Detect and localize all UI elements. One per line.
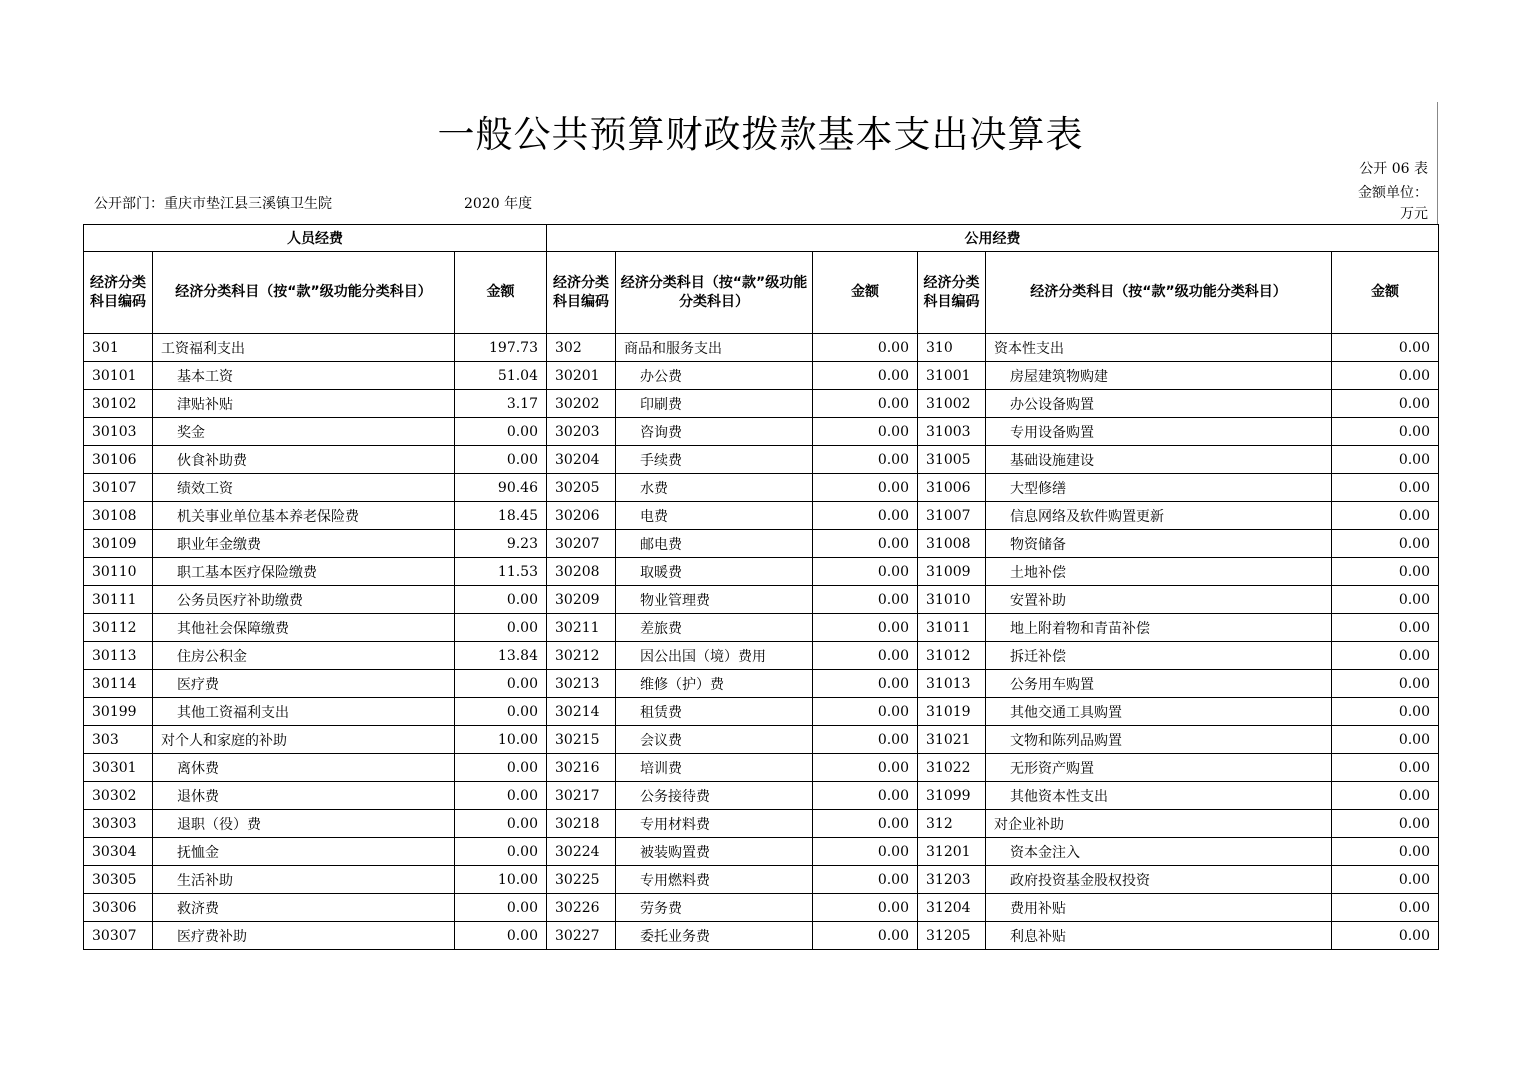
cell-amount: 10.00 [455,726,547,754]
cell-amount: 0.00 [813,726,918,754]
cell-amount: 0.00 [813,502,918,530]
unit-label: 金额单位： [1358,185,1428,201]
cell-code: 31005 [918,446,986,474]
table-row [84,446,1439,474]
cell-amount: 0.00 [813,642,918,670]
table-row [84,726,1439,754]
cell-amount: 0.00 [1332,474,1439,502]
cell-name: 机关事业单位基本养老保险费 [153,502,455,530]
cell-code: 30101 [84,362,153,390]
cell-code: 30226 [547,894,616,922]
cell-amount: 0.00 [813,614,918,642]
col-header-name: 经济分类科目（按“款”级功能分类科目） [153,252,455,334]
cell-name: 租赁费 [616,698,813,726]
cell-code: 31022 [918,754,986,782]
table-row [84,558,1439,586]
cell-code: 30224 [547,838,616,866]
group-header-public: 公用经费 [547,225,1439,252]
cell-name: 物资储备 [986,530,1332,558]
cell-code: 30111 [84,586,153,614]
cell-amount: 3.17 [455,390,547,418]
cell-name: 取暖费 [616,558,813,586]
cell-amount: 90.46 [455,474,547,502]
cell-code: 30218 [547,810,616,838]
table-row [84,866,1439,894]
cell-code: 31011 [918,614,986,642]
cell-name: 对企业补助 [986,810,1332,838]
cell-name: 电费 [616,502,813,530]
cell-amount: 0.00 [813,894,918,922]
cell-code: 30202 [547,390,616,418]
cell-amount: 0.00 [1332,698,1439,726]
cell-name: 地上附着物和青苗补偿 [986,614,1332,642]
table-number: 公开 06 表 [1359,161,1428,177]
cell-name: 津贴补贴 [153,390,455,418]
cell-code: 30204 [547,446,616,474]
cell-amount: 9.23 [455,530,547,558]
cell-code: 31001 [918,362,986,390]
cell-amount: 0.00 [1332,586,1439,614]
cell-amount: 18.45 [455,502,547,530]
cell-code: 30206 [547,502,616,530]
cell-amount: 0.00 [813,922,918,950]
cell-name: 专用燃料费 [616,866,813,894]
table-row [84,698,1439,726]
cell-name: 工资福利支出 [153,334,455,362]
cell-amount: 0.00 [1332,922,1439,950]
cell-code: 30305 [84,866,153,894]
cell-name: 房屋建筑物购建 [986,362,1332,390]
table-row [84,670,1439,698]
cell-name: 被装购置费 [616,838,813,866]
cell-name: 绩效工资 [153,474,455,502]
cell-name: 水费 [616,474,813,502]
cell-name: 劳务费 [616,894,813,922]
cell-name: 商品和服务支出 [616,334,813,362]
amount-unit [1358,183,1428,225]
cell-code: 30110 [84,558,153,586]
cell-amount: 0.00 [455,922,547,950]
table-row [84,362,1439,390]
cell-name: 救济费 [153,894,455,922]
cell-name: 费用补贴 [986,894,1332,922]
cell-amount: 0.00 [1332,558,1439,586]
cell-amount: 0.00 [455,446,547,474]
cell-code: 31008 [918,530,986,558]
page-title: 一般公共预算财政拨款基本支出决算表 [437,113,1084,156]
cell-code: 31203 [918,866,986,894]
cell-code: 31204 [918,894,986,922]
cell-name: 会议费 [616,726,813,754]
cell-amount: 0.00 [813,866,918,894]
cell-name: 专用材料费 [616,810,813,838]
cell-amount: 197.73 [455,334,547,362]
cell-code: 30103 [84,418,153,446]
cell-amount: 0.00 [1332,418,1439,446]
cell-amount: 13.84 [455,642,547,670]
cell-name: 住房公积金 [153,642,455,670]
cell-amount: 0.00 [1332,614,1439,642]
table-row [84,838,1439,866]
cell-name: 离休费 [153,754,455,782]
cell-code: 30201 [547,362,616,390]
table-row [84,502,1439,530]
cell-amount: 0.00 [1332,838,1439,866]
cell-code: 30307 [84,922,153,950]
col-header-amount: 金额 [1332,252,1439,334]
cell-code: 30212 [547,642,616,670]
cell-amount: 51.04 [455,362,547,390]
cell-code: 30107 [84,474,153,502]
cell-code: 31006 [918,474,986,502]
cell-amount: 0.00 [455,418,547,446]
cell-name: 其他社会保障缴费 [153,614,455,642]
col-header-code: 经济分类科目编码 [84,252,153,334]
cell-amount: 0.00 [813,558,918,586]
cell-name: 奖金 [153,418,455,446]
cell-amount: 0.00 [455,586,547,614]
cell-name: 邮电费 [616,530,813,558]
cell-amount: 0.00 [455,838,547,866]
cell-name: 生活补助 [153,866,455,894]
cell-amount: 0.00 [1332,502,1439,530]
col-header-name: 经济分类科目（按“款”级功能分类科目） [616,252,813,334]
group-header-personnel: 人员经费 [84,225,547,252]
cell-name: 抚恤金 [153,838,455,866]
cell-name: 职业年金缴费 [153,530,455,558]
cell-name: 医疗费补助 [153,922,455,950]
cell-amount: 0.00 [813,754,918,782]
cell-code: 31010 [918,586,986,614]
table-row [84,530,1439,558]
cell-amount: 0.00 [813,838,918,866]
col-header-amount: 金额 [813,252,918,334]
cell-code: 303 [84,726,153,754]
cell-code: 30306 [84,894,153,922]
cell-name: 资本性支出 [986,334,1332,362]
cell-amount: 0.00 [813,698,918,726]
cell-amount: 0.00 [813,334,918,362]
cell-code: 30302 [84,782,153,810]
cell-amount: 0.00 [1332,726,1439,754]
cell-name: 其他交通工具购置 [986,698,1332,726]
cell-name: 对个人和家庭的补助 [153,726,455,754]
cell-name: 大型修缮 [986,474,1332,502]
cell-name: 土地补偿 [986,558,1332,586]
cell-code: 31013 [918,670,986,698]
cell-name: 信息网络及软件购置更新 [986,502,1332,530]
cell-code: 30211 [547,614,616,642]
cell-name: 其他资本性支出 [986,782,1332,810]
cell-code: 31205 [918,922,986,950]
cell-code: 31201 [918,838,986,866]
table-row [84,390,1439,418]
cell-code: 30214 [547,698,616,726]
cell-amount: 0.00 [813,446,918,474]
table-row [84,642,1439,670]
table-row [84,754,1439,782]
cell-amount: 0.00 [1332,446,1439,474]
cell-amount: 0.00 [1332,894,1439,922]
cell-name: 公务用车购置 [986,670,1332,698]
cell-code: 30225 [547,866,616,894]
table-row [84,810,1439,838]
cell-code: 30217 [547,782,616,810]
cell-code: 30205 [547,474,616,502]
cell-code: 30102 [84,390,153,418]
table-body [84,334,1439,950]
cell-name: 咨询费 [616,418,813,446]
cell-name: 培训费 [616,754,813,782]
cell-name: 退职（役）费 [153,810,455,838]
cell-name: 因公出国（境）费用 [616,642,813,670]
cell-amount: 0.00 [1332,810,1439,838]
cell-amount: 0.00 [455,670,547,698]
cell-amount: 0.00 [813,670,918,698]
cell-code: 30227 [547,922,616,950]
cell-code: 30213 [547,670,616,698]
cell-amount: 0.00 [813,362,918,390]
cell-code: 30207 [547,530,616,558]
cell-code: 30209 [547,586,616,614]
cell-name: 委托业务费 [616,922,813,950]
table-row [84,922,1439,950]
cell-code: 30199 [84,698,153,726]
cell-amount: 0.00 [455,894,547,922]
cell-amount: 0.00 [455,614,547,642]
cell-code: 30303 [84,810,153,838]
table-row [84,418,1439,446]
cell-code: 30108 [84,502,153,530]
cell-amount: 11.53 [455,558,547,586]
cell-code: 30216 [547,754,616,782]
cell-amount: 0.00 [1332,362,1439,390]
cell-amount: 0.00 [1332,642,1439,670]
cell-name: 文物和陈列品购置 [986,726,1332,754]
cell-name: 印刷费 [616,390,813,418]
cell-name: 伙食补助费 [153,446,455,474]
cell-name: 政府投资基金股权投资 [986,866,1332,894]
cell-code: 31002 [918,390,986,418]
col-header-code: 经济分类科目编码 [918,252,986,334]
cell-code: 30113 [84,642,153,670]
cell-amount: 10.00 [455,866,547,894]
cell-amount: 0.00 [813,474,918,502]
cell-name: 差旅费 [616,614,813,642]
table-row [84,586,1439,614]
cell-name: 退休费 [153,782,455,810]
cell-code: 310 [918,334,986,362]
table-row [84,334,1439,362]
cell-amount: 0.00 [1332,530,1439,558]
table-row [84,894,1439,922]
cell-code: 31021 [918,726,986,754]
cell-code: 31012 [918,642,986,670]
cell-amount: 0.00 [1332,782,1439,810]
table-row [84,614,1439,642]
table-row [84,782,1439,810]
col-header-name: 经济分类科目（按“款”级功能分类科目） [986,252,1332,334]
cell-name: 医疗费 [153,670,455,698]
cell-amount: 0.00 [813,390,918,418]
cell-name: 公务接待费 [616,782,813,810]
cell-code: 302 [547,334,616,362]
cell-code: 30208 [547,558,616,586]
cell-amount: 0.00 [813,810,918,838]
cell-name: 职工基本医疗保险缴费 [153,558,455,586]
cell-name: 办公费 [616,362,813,390]
cell-name: 无形资产购置 [986,754,1332,782]
cell-code: 31019 [918,698,986,726]
cell-code: 31009 [918,558,986,586]
cell-code: 30301 [84,754,153,782]
cell-amount: 0.00 [813,530,918,558]
cell-amount: 0.00 [1332,390,1439,418]
department-label: 公开部门：重庆市垫江县三溪镇卫生院 [94,196,332,212]
cell-amount: 0.00 [455,754,547,782]
cell-code: 30304 [84,838,153,866]
cell-amount: 0.00 [455,782,547,810]
cell-name: 拆迁补偿 [986,642,1332,670]
cell-name: 基础设施建设 [986,446,1332,474]
cell-amount: 0.00 [455,698,547,726]
cell-code: 30114 [84,670,153,698]
cell-code: 31003 [918,418,986,446]
cell-code: 31099 [918,782,986,810]
cell-code: 31007 [918,502,986,530]
cell-code: 30109 [84,530,153,558]
cell-name: 专用设备购置 [986,418,1332,446]
cell-name: 资本金注入 [986,838,1332,866]
cell-name: 基本工资 [153,362,455,390]
cell-code: 312 [918,810,986,838]
cell-code: 30215 [547,726,616,754]
cell-amount: 0.00 [1332,334,1439,362]
cell-code: 30203 [547,418,616,446]
col-header-amount: 金额 [455,252,547,334]
cell-amount: 0.00 [813,782,918,810]
cell-name: 手续费 [616,446,813,474]
col-header-code: 经济分类科目编码 [547,252,616,334]
cell-name: 物业管理费 [616,586,813,614]
cell-code: 30106 [84,446,153,474]
table-row [84,474,1439,502]
cell-amount: 0.00 [813,586,918,614]
unit-value: 万元 [1400,206,1428,222]
expenditure-table [83,224,1439,950]
cell-code: 301 [84,334,153,362]
cell-amount: 0.00 [813,418,918,446]
cell-name: 利息补贴 [986,922,1332,950]
cell-code: 30112 [84,614,153,642]
cell-name: 安置补助 [986,586,1332,614]
cell-amount: 0.00 [1332,866,1439,894]
cell-name: 公务员医疗补助缴费 [153,586,455,614]
cell-amount: 0.00 [1332,670,1439,698]
fiscal-year: 2020 年度 [464,196,533,212]
cell-name: 维修（护）费 [616,670,813,698]
cell-name: 其他工资福利支出 [153,698,455,726]
cell-name: 办公设备购置 [986,390,1332,418]
cell-amount: 0.00 [1332,754,1439,782]
cell-amount: 0.00 [455,810,547,838]
